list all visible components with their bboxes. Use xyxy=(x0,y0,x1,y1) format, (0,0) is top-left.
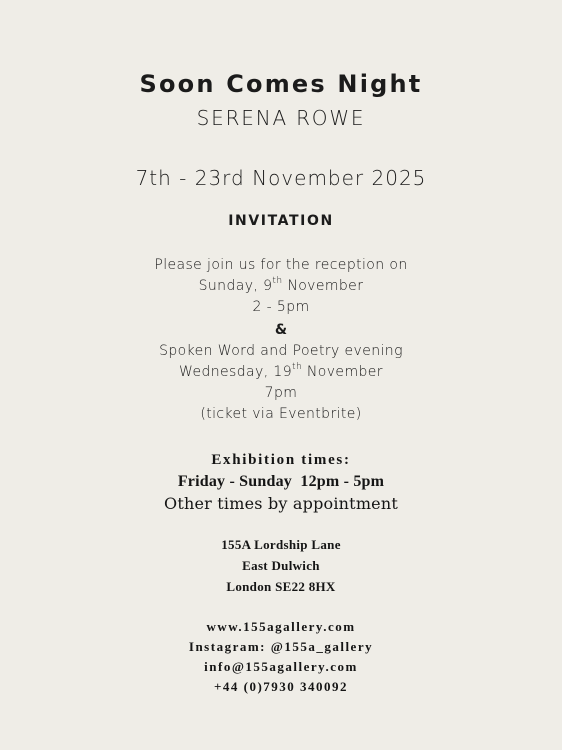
evening-day: Wednesday, 19 xyxy=(179,364,293,380)
website-link[interactable]: www.155agallery.com xyxy=(206,619,356,634)
reception-day-suffix: th xyxy=(272,276,283,286)
evening-date xyxy=(0,362,562,380)
reception-date xyxy=(0,276,562,294)
instagram-link[interactable]: Instagram: @155a_gallery xyxy=(188,639,374,654)
reception-intro: Please join us for the reception on xyxy=(154,257,408,273)
exhibition-times-heading: Exhibition times: xyxy=(211,452,351,468)
email-link[interactable]: info@155agallery.com xyxy=(204,659,358,674)
evening-day-suffix: th xyxy=(292,362,303,372)
address-line-1: 155A Lordship Lane xyxy=(221,537,341,552)
address-line-3: London SE22 8HX xyxy=(226,579,336,594)
appointment-note: Other times by appointment xyxy=(164,494,398,513)
evening-time: 7pm xyxy=(264,385,298,401)
evening-month: November xyxy=(302,364,383,380)
reception-month: November xyxy=(282,278,364,294)
phone-number[interactable]: +44 (0)7930 340092 xyxy=(213,679,349,694)
address-line-2: East Dulwich xyxy=(242,558,320,573)
ampersand: & xyxy=(274,322,288,338)
exhibition-title: Soon Comes Night xyxy=(139,70,423,98)
invitation-heading: INVITATION xyxy=(228,213,334,229)
artist-name: SERENA ROWE xyxy=(196,106,366,130)
ticket-note: (ticket via Eventbrite) xyxy=(200,406,362,422)
reception-day: Sunday, 9 xyxy=(198,278,273,294)
exhibition-dates: 7th - 23rd November 2025 xyxy=(135,166,427,190)
reception-time: 2 - 5pm xyxy=(252,299,310,315)
opening-hours: Friday - Sunday 12pm - 5pm xyxy=(177,473,385,490)
evening-title: Spoken Word and Poetry evening xyxy=(159,343,403,359)
